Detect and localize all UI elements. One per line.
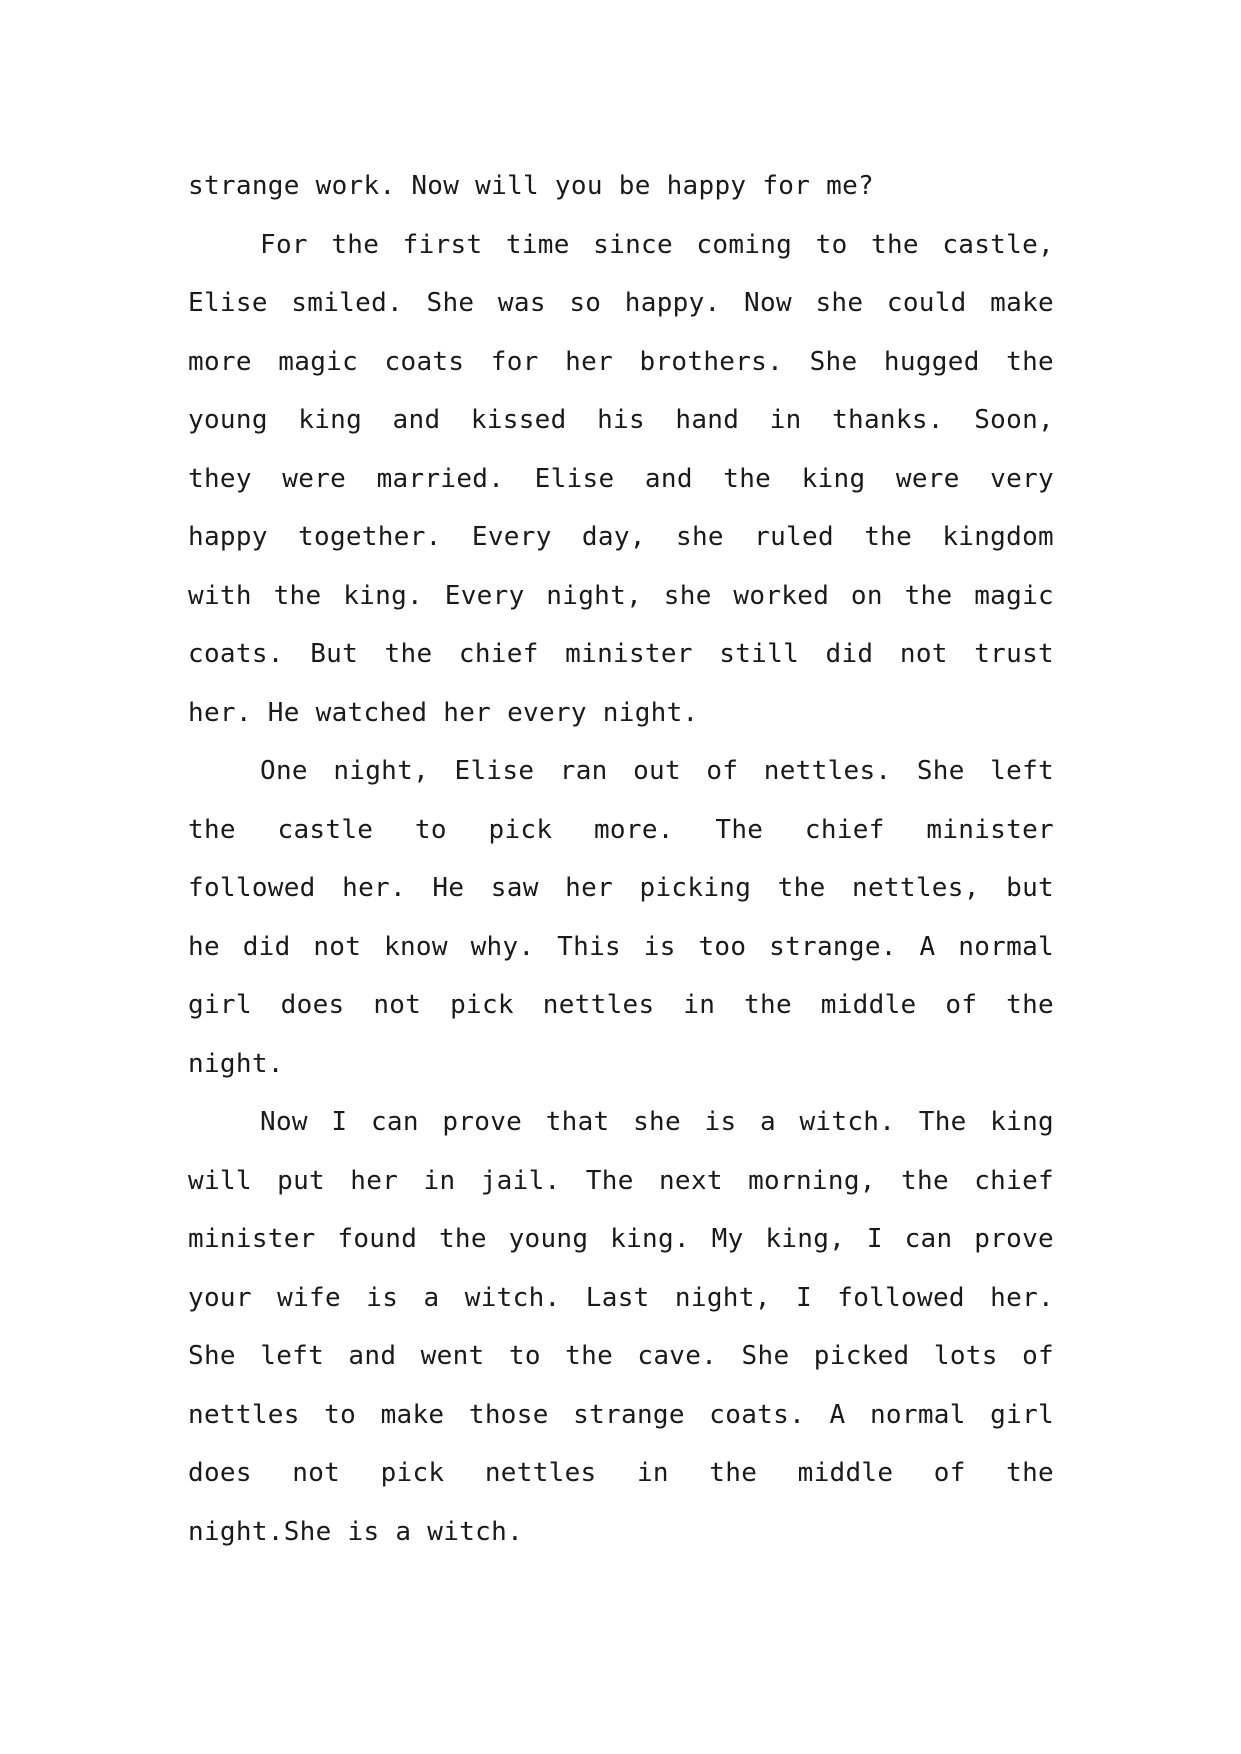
text-line: will put her in jail. The next morning, the chief bbox=[188, 1165, 1054, 1196]
text-line: For the first time since coming to the castle, bbox=[260, 229, 1054, 260]
text-line: young king and kissed his hand in thanks. Soon, bbox=[188, 405, 1054, 435]
text-line: nettles to make those strange coats. A normal girl bbox=[188, 1399, 1054, 1430]
text-line: minister found the young king. My king, I can prove bbox=[188, 1224, 1054, 1254]
text-line: your wife is a witch. Last night, I followed her. bbox=[188, 1282, 1054, 1313]
body-text bbox=[188, 157, 1054, 1561]
text-line: night.She is a witch. bbox=[188, 1516, 524, 1547]
text-line: more magic coats for her brothers. She hugged the bbox=[188, 346, 1054, 377]
text-line: the castle to pick more. The chief minister bbox=[188, 814, 1054, 845]
text-line: strange work. Now will you be happy for me? bbox=[188, 171, 874, 201]
text-line: happy together. Every day, she ruled the kingdom bbox=[188, 522, 1054, 552]
text-line: One night, Elise ran out of nettles. She left bbox=[260, 756, 1054, 786]
text-line: girl does not pick nettles in the middle of the bbox=[188, 990, 1054, 1020]
text-line: does not pick nettles in the middle of the bbox=[188, 1458, 1054, 1488]
text-line: night. bbox=[188, 1048, 284, 1079]
text-line: Now I can prove that she is a witch. The king bbox=[260, 1107, 1054, 1137]
text-line: he did not know why. This is too strange. A normal bbox=[188, 931, 1054, 962]
text-line: with the king. Every night, she worked on the magic bbox=[188, 580, 1054, 611]
text-line: She left and went to the cave. She picked lots of bbox=[188, 1341, 1054, 1371]
text-line: Elise smiled. She was so happy. Now she could make bbox=[188, 288, 1054, 318]
text-line: followed her. He saw her picking the nettles, but bbox=[188, 873, 1054, 903]
text-line: coats. But the chief minister still did not trust bbox=[188, 639, 1054, 669]
text-line: they were married. Elise and the king were very bbox=[188, 463, 1054, 494]
text-line: her. He watched her every night. bbox=[188, 697, 699, 728]
